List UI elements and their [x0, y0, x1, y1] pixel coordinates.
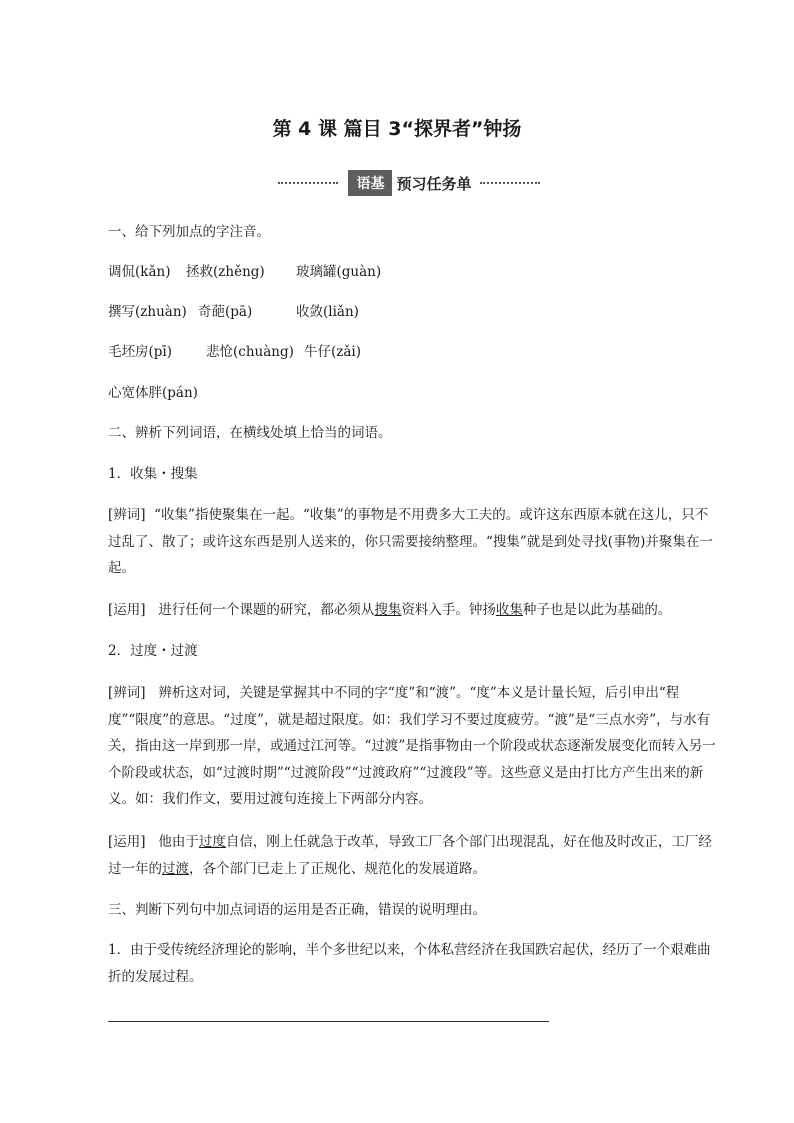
usage-text: ，各个部门已走上了正规化、规范化的发展道路。	[189, 860, 486, 877]
pinyin-item: 毛坯房(pī)	[108, 344, 172, 360]
dotted-rule-right	[480, 182, 540, 184]
pinyin-item: 牛仔(zǎi)	[304, 344, 362, 360]
pinyin-row-1	[108, 263, 381, 281]
dotted-rule-left	[278, 182, 338, 184]
pinyin-item: 奇葩(pā)	[198, 304, 253, 320]
item-2-heading: 2．过度・过渡	[108, 643, 198, 659]
usage-text: 种子也是以此为基础的。	[522, 602, 672, 618]
section-1-heading: 一、给下列加点的字注音。	[108, 224, 270, 240]
item-1-explanation	[108, 502, 718, 582]
item-2-explanation	[108, 680, 718, 813]
bianci-label: [辨词]	[108, 685, 146, 701]
banner-tag: 语基	[348, 170, 392, 196]
pinyin-row-3	[108, 343, 361, 361]
item-2-usage	[108, 829, 718, 882]
usage-text: 他由于	[158, 834, 199, 850]
section-3-heading: 三、判断下列句中加点词语的运用是否正确，错误的说明理由。	[108, 902, 486, 918]
banner-title: 预习任务单	[396, 174, 472, 193]
pinyin-item: 悲怆(chuàng)	[206, 344, 294, 360]
pinyin-item: 心宽体胖(pán)	[108, 385, 198, 401]
pinyin-item: 拯救(zhěng)	[186, 264, 265, 280]
usage-text: 进行任何一个课题的研究，都必须从	[158, 602, 375, 618]
section-2-heading: 二、辨析下列词语，在横线处填上恰当的词语。	[108, 425, 392, 441]
pinyin-row-4	[108, 384, 198, 402]
pinyin-item: 玻璃罐(guàn)	[296, 264, 382, 280]
bianci-text: 辨析这对词，关键是掌握其中不同的字“度”和“渡”。“度”本义是计量长短，后引申出“程度”“限度”的意思。“过度”，就是超过限度。如：我们学习不要过度疲劳。“渡”是“三点水旁”，与水有关，指由这一岸到那一岸，或通过江河等。“过渡”是指事物由一个阶段或状态逐渐发展变化而转入另一个阶段或状态，如“过渡时期”“过渡阶段”“过渡政府”“过渡段”等。这些意义是由打比方产生出来的新义。如：我们作文，要用过渡句连接上下两部分内容。	[108, 685, 716, 807]
item-1-heading: 1．收集・搜集	[108, 466, 198, 482]
pinyin-item: 收敛(liǎn)	[296, 304, 359, 320]
fill-blank-answer: 过度	[198, 834, 226, 850]
answer-line[interactable]	[108, 1021, 549, 1022]
yunyong-label: [运用]	[108, 834, 146, 850]
pinyin-item: 调侃(kǎn)	[108, 264, 171, 280]
item-1-usage	[108, 597, 718, 624]
bianci-label: [辨词]	[108, 507, 146, 523]
page-title: 第 4 课 篇目 3“探界者”钟扬	[272, 118, 522, 140]
fill-blank-answer: 过渡	[162, 860, 189, 877]
section-3-item-1: 1．由于受传统经济理论的影响，半个多世纪以来，个体私营经济在我国跌宕起伏，经历了一个艰难曲折的发展过程。	[108, 942, 711, 985]
fill-blank-answer: 搜集	[374, 602, 402, 618]
section-banner	[270, 170, 548, 196]
yunyong-label: [运用]	[108, 602, 146, 618]
usage-text: 资料入手。钟扬	[401, 602, 496, 618]
pinyin-item: 撰写(zhuàn)	[108, 304, 187, 320]
fill-blank-answer: 收集	[495, 602, 523, 618]
pinyin-row-2	[108, 303, 359, 321]
bianci-text: “收集”指使聚集在一起。“收集”的事物是不用费多大工夫的。或许这东西原本就在这儿，只不过乱了、散了；或许这东西是别人送来的，你只需要接纳整理。“搜集”就是到处寻找(事物)并聚集在一起。	[108, 507, 713, 576]
usage-text: 自信，刚上任就急于改革，导致工厂各个部门出现混乱，好在他及时改正，工厂经过一年的	[108, 834, 712, 877]
